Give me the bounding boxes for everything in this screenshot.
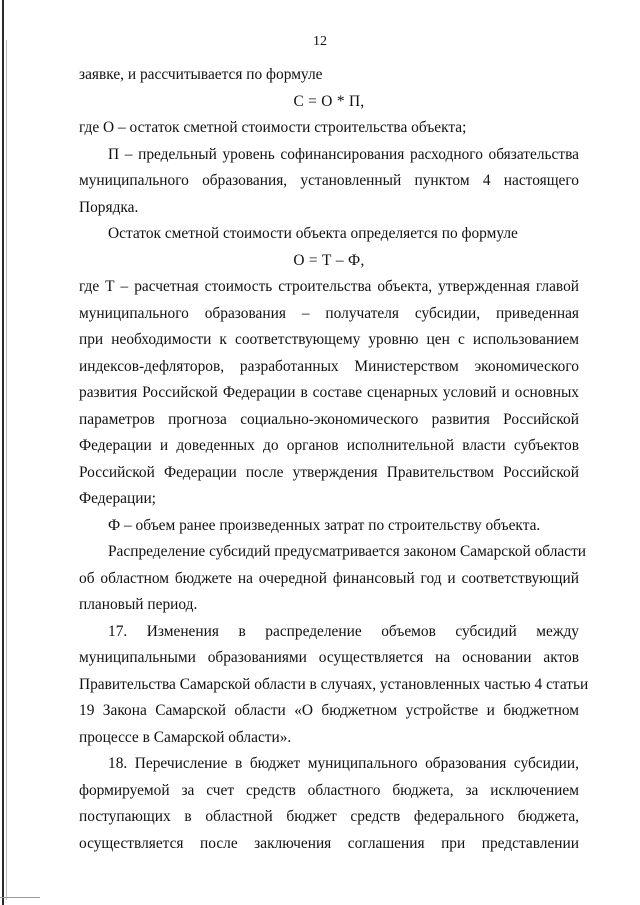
scan-bottom-mark — [0, 897, 40, 898]
text-line: Российской Федерации после утверждения Правительством Российской — [79, 463, 579, 481]
document-body — [79, 62, 589, 857]
text-line: формируемой за счет средств областного бюджета, за исключением — [79, 781, 579, 799]
text-line: П – предельный уровень софинансирования расходного обязательства — [108, 145, 579, 163]
text-line: индексов-дефляторов, разработанных Министерством экономического — [79, 357, 579, 375]
text-line: Порядка. — [79, 198, 139, 216]
text-line: 17. Изменения в распределение объемов субсидий между — [108, 622, 579, 640]
text-line: муниципального образования – получателя субсидии, приведенная — [79, 304, 579, 322]
text-line: Федерации; — [79, 490, 156, 507]
text-line: 19 Закона Самарской области «О бюджетном устройстве и бюджетном — [79, 702, 579, 719]
text-line: 18. Перечисление в бюджет муниципального образования субсидии, — [108, 755, 579, 772]
text-line: муниципального образования, установленный пунктом 4 настоящего — [79, 172, 579, 189]
text-line: где Т – расчетная стоимость строительства объекта, утвержденная главой — [79, 278, 579, 295]
text-line: параметров прогноза социально-экономического развития Российской — [79, 410, 579, 428]
page-number: 12 — [313, 34, 327, 49]
text-line: об областном бюджете на очередной финансовый год и соответствующий — [79, 569, 579, 587]
text-line: поступающих в областной бюджет средств федерального бюджета, — [79, 808, 579, 825]
text-line: Распределение субсидий предусматривается законом Самарской области — [108, 543, 587, 560]
text-line: процессе в Самарской области». — [79, 728, 292, 746]
text-line: Федерации и доведенных до органов исполнительной власти субъектов — [79, 437, 579, 454]
scan-edge-line — [6, 40, 7, 900]
text-line: осуществляется после заключения соглашения при представлении — [79, 834, 579, 852]
formula-o: О = Т – Ф, — [293, 251, 365, 269]
text-line: при необходимости к соответствующему уровню цен с использованием — [79, 331, 579, 348]
scan-edge-shadow — [2, 0, 4, 905]
text-line: Ф – объем ранее произведенных затрат по строительству объекта. — [108, 516, 541, 534]
text-line: заявке, и рассчитывается по формуле — [79, 66, 323, 83]
formula-c: С = О * П, — [293, 92, 365, 110]
text-line: где О – остаток сметной стоимости строительства объекта; — [79, 119, 467, 136]
text-line: развития Российской Федерации в составе сценарных условий и основных — [79, 384, 579, 401]
text-line: Остаток сметной стоимости объекта определяется по формуле — [108, 225, 518, 242]
text-line: плановый период. — [79, 596, 198, 613]
text-line: муниципальными образованиями осуществляется на основании актов — [79, 649, 579, 666]
text-line: Правительства Самарской области в случаях, установленных частью 4 статьи — [79, 675, 589, 693]
